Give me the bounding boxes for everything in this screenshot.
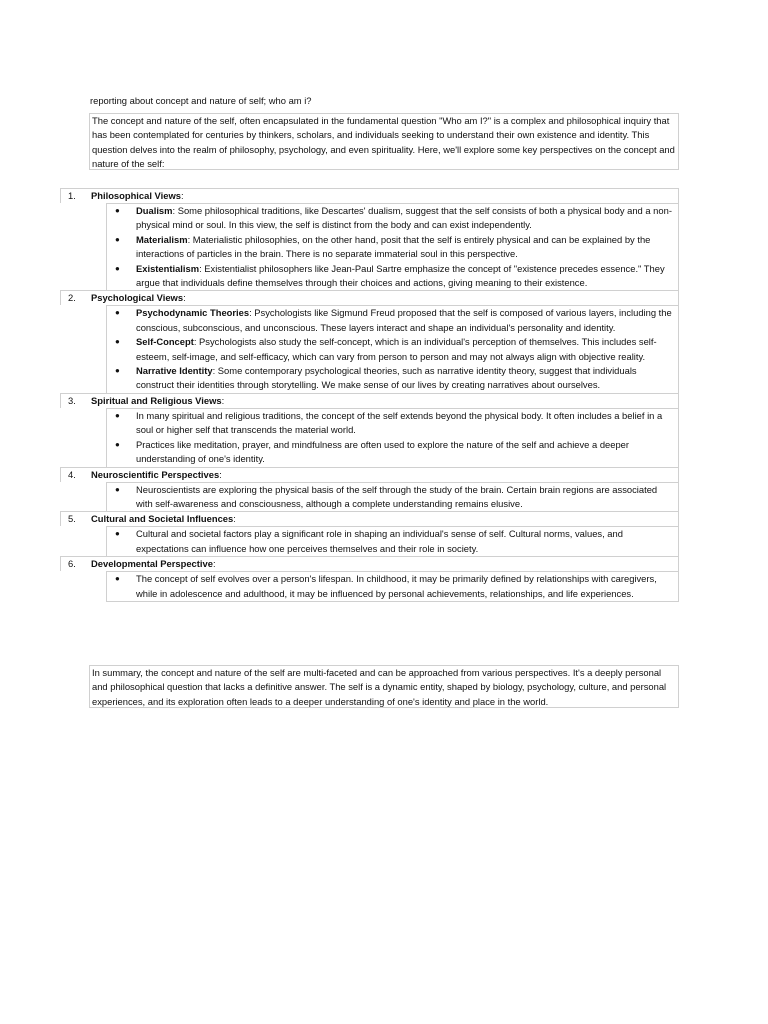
list-item	[107, 306, 674, 335]
section-heading	[60, 188, 679, 203]
summary-paragraph: In summary, the concept and nature of the self are multi-faceted and can be approached from various perspectives. It's a deeply personal and philosophical question that lacks a definitive answer. The self is a dynamic entity, shaped by biology, psychology, culture, and personal experiences, and its exploration often leads to a deeper understanding of one's identity and place in the world.	[89, 665, 679, 708]
list-item	[107, 572, 674, 601]
section-items	[106, 203, 679, 290]
section-label: Spiritual and Religious Views:	[91, 394, 225, 406]
section-heading	[60, 511, 679, 526]
perspectives-list	[60, 188, 679, 602]
section-heading	[60, 393, 679, 408]
section-heading-text: Psychological Views	[91, 292, 184, 304]
section-number: 4.	[68, 468, 76, 480]
list-item	[107, 233, 674, 262]
item-text: Cultural and societal factors play a significant role in shaping an individual's sense of self. Cultural norms, values, and expectations can influence how one perceives themselves and their role in society.	[136, 528, 623, 554]
section-heading-text: Neuroscientific Perspectives	[91, 468, 220, 480]
item-text: : Materialistic philosophies, on the other hand, posit that the self is entirely physical and can be explained by the interactions of particles in the brain. There is no separate immaterial soul in this perspective.	[136, 233, 651, 260]
section-heading-text: Developmental Perspective	[91, 558, 213, 570]
list-item	[107, 438, 674, 467]
item-text: : Psychologists like Sigmund Freud proposed that the self is composed of various layers, including the conscious, subconscious, and unconscious. These layers interact and shape an individual's personality and identity.	[136, 307, 672, 333]
bullet-icon: ●	[115, 263, 120, 273]
list-item	[107, 527, 674, 556]
list-item	[107, 364, 674, 393]
section-heading	[60, 290, 679, 305]
item-text: : Existentialist philosophers like Jean-Paul Sartre emphasize the concept of "existence precedes essence." They argue that individuals define themselves through their choices and actions, giving meaning to their existence.	[136, 262, 665, 289]
section-number: 2.	[68, 292, 76, 304]
section-heading	[60, 556, 679, 571]
list-item	[107, 409, 674, 438]
section-number: 5.	[68, 513, 76, 525]
bullet-icon: ●	[115, 439, 120, 449]
bullet-icon: ●	[115, 410, 120, 420]
list-item	[107, 483, 674, 512]
item-text: The concept of self evolves over a person's lifespan. In childhood, it may be primarily defined by relationships with caregivers, while in adolescence and adulthood, it may be influenced by personal achievements, relationships, and life experiences.	[136, 573, 657, 599]
item-term: Psychodynamic Theories	[136, 307, 250, 319]
bullet-icon: ●	[115, 529, 120, 539]
item-text: : Some philosophical traditions, like Descartes' dualism, suggest that the self consists of both a physical body and a non-physical mind or soul. In this view, the self is distinct from the body and can exist independently.	[136, 205, 672, 231]
section-label: Philosophical Views:	[91, 190, 184, 201]
section-label: Developmental Perspective:	[91, 558, 216, 570]
section-heading-text: Spiritual and Religious Views	[91, 394, 222, 406]
section-label: Psychological Views:	[91, 292, 186, 304]
item-text: In many spiritual and religious traditions, the concept of the self extends beyond the physical body. It often includes a belief in a soul or higher self that transcends the material world.	[136, 409, 663, 436]
section-items	[106, 571, 679, 602]
item-text: Practices like meditation, prayer, and mindfulness are often used to explore the nature of the self and achieve a deeper understanding of one's identity.	[136, 438, 630, 465]
item-text: : Some contemporary psychological theories, such as narrative identity theory, suggest that individuals construct their identities through storytelling. We make sense of our lives by creating narratives about ourselves.	[136, 365, 637, 391]
item-term: Self-Concept	[136, 336, 194, 348]
bullet-icon: ●	[115, 337, 120, 347]
intro-paragraph: The concept and nature of the self, often encapsulated in the fundamental question "Who am I?" is a complex and philosophical inquiry that has been contemplated for centuries by thinkers, scholars, and individuals seeking to understand their own existence and identity. This question delves into the realm of philosophy, psychology, and even spirituality. Here, we'll explore some key perspectives on the concept and nature of the self:	[89, 113, 679, 170]
bullet-icon: ●	[115, 234, 120, 244]
list-item	[107, 262, 674, 291]
section-heading	[60, 467, 679, 482]
item-text: Neuroscientists are exploring the physical basis of the self through the study of the brain. Certain brain regions are associated with self-awareness and consciousness, although a complete understanding remains elusive.	[136, 483, 658, 509]
bullet-icon: ●	[115, 206, 120, 215]
section-items	[106, 526, 679, 556]
bullet-icon: ●	[115, 484, 120, 494]
section-items	[106, 408, 679, 467]
section-number: 6.	[68, 558, 76, 570]
section-label: Cultural and Societal Influences:	[91, 513, 236, 525]
section-items	[106, 482, 679, 512]
bullet-icon: ●	[115, 574, 120, 584]
section-items	[106, 305, 679, 392]
item-term: Materialism	[136, 233, 188, 245]
document-title: reporting about concept and nature of self; who am i?	[90, 95, 312, 106]
list-item	[107, 204, 674, 233]
item-term: Existentialism	[136, 262, 200, 274]
section-number: 1.	[68, 190, 76, 201]
bullet-icon: ●	[115, 308, 120, 318]
item-text: : Psychologists also study the self-concept, which is an individual's perception of themselves. This includes self-esteem, self-image, and self-efficacy, which can vary from person to person and may not always align with objective reality.	[136, 336, 657, 362]
item-term: Dualism	[136, 205, 173, 216]
section-label: Neuroscientific Perspectives:	[91, 468, 222, 480]
section-heading-text: Philosophical Views	[91, 190, 181, 201]
bullet-icon: ●	[115, 366, 120, 376]
section-heading-text: Cultural and Societal Influences	[91, 513, 234, 525]
section-number: 3.	[68, 394, 76, 406]
list-item	[107, 335, 674, 364]
item-term: Narrative Identity	[136, 365, 213, 377]
